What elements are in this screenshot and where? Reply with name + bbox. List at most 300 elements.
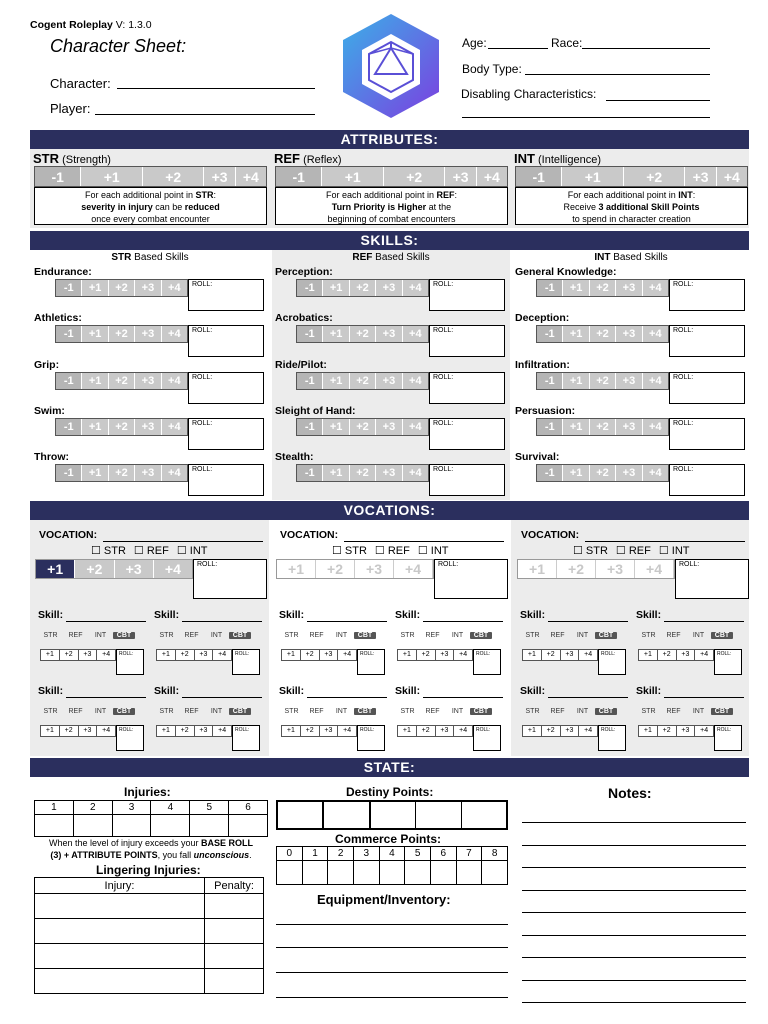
vocation-roll-box[interactable]: ROLL:: [675, 559, 749, 599]
lingering-penalty-cell[interactable]: [205, 944, 264, 969]
vocation-skill-scale-cell[interactable]: +3: [320, 726, 339, 736]
vocation-skill-scale[interactable]: [156, 725, 232, 737]
vocation-scale-cell[interactable]: +3: [596, 560, 635, 578]
vocation-skill-scale-cell[interactable]: +4: [579, 650, 597, 660]
attribute-scale-cell[interactable]: -1: [276, 167, 322, 186]
vocation-skill-attr[interactable]: CBT: [595, 632, 617, 639]
vocation-checkbox[interactable]: ☐ REF: [133, 545, 169, 557]
skill-scale-cell[interactable]: +1: [563, 373, 589, 389]
body-type-field[interactable]: [525, 74, 710, 75]
vocation-field[interactable]: [103, 541, 263, 542]
vocation-skill-attr[interactable]: INT: [335, 708, 348, 715]
skill-scale-cell[interactable]: -1: [297, 373, 323, 389]
lingering-injury-cell[interactable]: [35, 919, 205, 944]
attribute-scale-cell[interactable]: -1: [35, 167, 81, 186]
vocation-skill-attr[interactable]: STR: [159, 708, 174, 715]
attribute-scale-cell[interactable]: +3: [685, 167, 716, 186]
notes-line[interactable]: [522, 957, 746, 958]
skill-scale-cell[interactable]: +4: [403, 280, 428, 296]
vocation-skill-scale-cell[interactable]: +2: [60, 650, 79, 660]
notes-line[interactable]: [522, 890, 746, 891]
skill-scale-cell[interactable]: +3: [135, 419, 161, 435]
vocation-scale-cell[interactable]: +4: [394, 560, 433, 578]
skill-scale-cell[interactable]: -1: [56, 280, 82, 296]
skill-scale[interactable]: [55, 464, 188, 482]
vocation-skill-roll-box[interactable]: ROLL:: [598, 725, 626, 751]
vocation-skill-scale-cell[interactable]: +4: [695, 650, 713, 660]
skill-scale-cell[interactable]: +1: [563, 465, 589, 481]
skill-scale-cell[interactable]: +2: [350, 465, 376, 481]
skill-scale[interactable]: [296, 372, 429, 390]
skill-scale-cell[interactable]: +1: [82, 419, 108, 435]
vocation-skill-attr[interactable]: REF: [666, 708, 681, 715]
vocation-skill-attr[interactable]: CBT: [595, 708, 617, 715]
vocation-scale[interactable]: [517, 559, 675, 579]
vocation-skill-attr[interactable]: REF: [68, 632, 83, 639]
vocation-skill-scale-cell[interactable]: +2: [542, 726, 561, 736]
vocation-checkbox[interactable]: ☐ STR: [91, 545, 126, 557]
vocation-skill-scale-cell[interactable]: +2: [658, 726, 677, 736]
vocation-skill-attr[interactable]: INT: [451, 708, 464, 715]
skill-scale-cell[interactable]: +3: [135, 465, 161, 481]
skill-scale-cell[interactable]: +3: [135, 326, 161, 342]
skill-scale[interactable]: [536, 325, 669, 343]
skill-scale-cell[interactable]: +4: [643, 280, 668, 296]
vocation-skill-scale-cell[interactable]: +1: [157, 726, 176, 736]
equipment-line[interactable]: [276, 924, 508, 925]
destiny-box[interactable]: [371, 802, 416, 828]
vocation-skill-scale-cell[interactable]: +4: [695, 726, 713, 736]
skill-scale-cell[interactable]: -1: [537, 280, 563, 296]
vocation-skill-attr[interactable]: REF: [425, 708, 440, 715]
vocation-skill-attr[interactable]: INT: [692, 708, 705, 715]
vocation-scale-cell[interactable]: +3: [355, 560, 394, 578]
vocation-skill-scale-cell[interactable]: +2: [417, 650, 436, 660]
attribute-scale-cell[interactable]: +3: [445, 167, 476, 186]
vocation-skill-scale[interactable]: [156, 649, 232, 661]
vocation-skill-roll-box[interactable]: ROLL:: [232, 725, 260, 751]
skill-scale-cell[interactable]: +3: [135, 280, 161, 296]
player-field[interactable]: [95, 114, 315, 115]
vocation-skill-roll-box[interactable]: ROLL:: [357, 725, 385, 751]
vocation-skill-attr[interactable]: INT: [451, 632, 464, 639]
skill-scale-cell[interactable]: +1: [82, 373, 108, 389]
attribute-scale-cell[interactable]: +4: [236, 167, 266, 186]
vocation-skill-attr[interactable]: REF: [550, 708, 565, 715]
vocation-skill-scale-cell[interactable]: +3: [79, 650, 98, 660]
vocation-skill-field[interactable]: [66, 697, 146, 698]
disabling-field[interactable]: [606, 100, 710, 101]
notes-line[interactable]: [522, 980, 746, 981]
skill-scale[interactable]: [536, 279, 669, 297]
skill-scale[interactable]: [296, 464, 429, 482]
vocation-skill-attr[interactable]: STR: [284, 708, 299, 715]
attribute-scale-cell[interactable]: +3: [204, 167, 235, 186]
vocation-skill-scale-cell[interactable]: +1: [523, 726, 542, 736]
vocation-scale-cell[interactable]: +3: [115, 560, 154, 578]
vocation-skill-scale-cell[interactable]: +3: [79, 726, 98, 736]
commerce-box[interactable]: [277, 861, 303, 885]
vocation-skill-scale-cell[interactable]: +3: [436, 726, 455, 736]
skill-scale-cell[interactable]: +1: [563, 280, 589, 296]
vocation-skill-scale[interactable]: [397, 649, 473, 661]
skill-scale-cell[interactable]: -1: [56, 465, 82, 481]
skill-roll-box[interactable]: ROLL:: [429, 464, 505, 496]
vocation-skill-scale-cell[interactable]: +1: [41, 726, 60, 736]
vocation-scale-cell[interactable]: +4: [154, 560, 192, 578]
vocation-skill-attr[interactable]: STR: [43, 632, 58, 639]
vocation-skill-field[interactable]: [548, 697, 628, 698]
vocation-skill-scale-cell[interactable]: +2: [658, 650, 677, 660]
vocation-skill-scale-cell[interactable]: +1: [282, 650, 301, 660]
skill-roll-box[interactable]: ROLL:: [669, 372, 745, 404]
skill-scale-cell[interactable]: -1: [56, 419, 82, 435]
vocation-skill-scale-cell[interactable]: +4: [454, 726, 472, 736]
skill-scale[interactable]: [296, 325, 429, 343]
skill-scale-cell[interactable]: -1: [297, 326, 323, 342]
commerce-box[interactable]: [302, 861, 328, 885]
skill-scale-cell[interactable]: +2: [590, 326, 616, 342]
attribute-scale-cell[interactable]: +4: [717, 167, 747, 186]
vocation-skill-attr[interactable]: REF: [425, 632, 440, 639]
skill-scale-cell[interactable]: +1: [82, 280, 108, 296]
attribute-scale-cell[interactable]: +4: [477, 167, 507, 186]
skill-scale-cell[interactable]: +2: [109, 465, 135, 481]
skill-scale-cell[interactable]: +3: [135, 373, 161, 389]
vocation-skill-attr[interactable]: REF: [550, 632, 565, 639]
vocation-skill-attr[interactable]: STR: [641, 708, 656, 715]
vocation-skill-field[interactable]: [423, 697, 503, 698]
skill-scale-cell[interactable]: +3: [616, 280, 642, 296]
skill-scale-cell[interactable]: +4: [643, 326, 668, 342]
skill-scale[interactable]: [296, 418, 429, 436]
skill-scale-cell[interactable]: +1: [323, 373, 349, 389]
vocation-skill-roll-box[interactable]: ROLL:: [473, 649, 501, 675]
vocation-skill-scale-cell[interactable]: +3: [677, 650, 696, 660]
vocation-skill-scale-cell[interactable]: +3: [561, 726, 580, 736]
vocation-skill-roll-box[interactable]: ROLL:: [357, 649, 385, 675]
vocation-skill-scale[interactable]: [40, 725, 116, 737]
skill-scale[interactable]: [536, 464, 669, 482]
vocation-skill-field[interactable]: [307, 697, 387, 698]
attribute-scale-cell[interactable]: +1: [562, 167, 624, 186]
skill-scale-cell[interactable]: +3: [616, 419, 642, 435]
skill-scale-cell[interactable]: -1: [537, 326, 563, 342]
vocation-skill-field[interactable]: [307, 621, 387, 622]
injury-box[interactable]: [151, 815, 190, 837]
vocation-scale-cell[interactable]: +1: [518, 560, 557, 578]
attribute-scale[interactable]: [34, 166, 267, 187]
skill-scale-cell[interactable]: +2: [590, 280, 616, 296]
vocation-skill-scale-cell[interactable]: +4: [338, 726, 356, 736]
vocation-skill-roll-box[interactable]: ROLL:: [598, 649, 626, 675]
vocation-scale-cell[interactable]: +2: [316, 560, 355, 578]
vocation-skill-scale-cell[interactable]: +4: [579, 726, 597, 736]
vocation-skill-attr[interactable]: REF: [68, 708, 83, 715]
skill-scale-cell[interactable]: +3: [376, 373, 402, 389]
skill-scale[interactable]: [55, 279, 188, 297]
skill-scale[interactable]: [55, 372, 188, 390]
race-field[interactable]: [582, 48, 710, 49]
skill-scale-cell[interactable]: -1: [537, 419, 563, 435]
vocation-skill-scale-cell[interactable]: +4: [97, 650, 115, 660]
skill-roll-box[interactable]: ROLL:: [429, 279, 505, 311]
vocation-skill-attr[interactable]: STR: [400, 708, 415, 715]
skill-scale-cell[interactable]: +3: [376, 280, 402, 296]
vocation-skill-attr[interactable]: CBT: [229, 632, 251, 639]
skill-roll-box[interactable]: ROLL:: [669, 279, 745, 311]
vocation-skill-attr[interactable]: INT: [692, 632, 705, 639]
vocation-skill-attr[interactable]: REF: [184, 632, 199, 639]
vocation-scale[interactable]: [35, 559, 193, 579]
skill-roll-box[interactable]: ROLL:: [669, 325, 745, 357]
vocation-skill-attr[interactable]: STR: [525, 708, 540, 715]
skill-scale-cell[interactable]: -1: [537, 373, 563, 389]
skill-scale-cell[interactable]: +4: [162, 280, 187, 296]
checkbox-icon[interactable]: ☐: [133, 545, 147, 557]
vocation-skill-scale-cell[interactable]: +2: [176, 650, 195, 660]
vocation-skill-attr[interactable]: STR: [641, 632, 656, 639]
vocation-skill-scale[interactable]: [281, 649, 357, 661]
skill-scale-cell[interactable]: -1: [297, 465, 323, 481]
skill-roll-box[interactable]: ROLL:: [429, 418, 505, 450]
skill-roll-box[interactable]: ROLL:: [669, 464, 745, 496]
vocation-skill-attr[interactable]: INT: [94, 632, 107, 639]
destiny-box[interactable]: [462, 802, 506, 828]
skill-scale-cell[interactable]: +4: [643, 465, 668, 481]
vocation-skill-roll-box[interactable]: ROLL:: [232, 649, 260, 675]
vocation-skill-scale-cell[interactable]: +2: [301, 650, 320, 660]
vocation-skill-scale-cell[interactable]: +2: [176, 726, 195, 736]
vocation-skill-scale-cell[interactable]: +1: [639, 726, 658, 736]
vocation-checkbox[interactable]: ☐ INT: [417, 545, 449, 557]
injury-box[interactable]: [190, 815, 229, 837]
vocation-skill-attr[interactable]: STR: [43, 708, 58, 715]
skill-scale-cell[interactable]: +2: [109, 280, 135, 296]
vocation-skill-attr[interactable]: CBT: [113, 632, 135, 639]
notes-line[interactable]: [522, 935, 746, 936]
checkbox-icon[interactable]: ☐: [332, 545, 345, 557]
vocation-skill-scale[interactable]: [638, 725, 714, 737]
vocation-field[interactable]: [344, 541, 504, 542]
injury-box[interactable]: [112, 815, 151, 837]
vocation-skill-attr[interactable]: STR: [284, 632, 299, 639]
skill-scale[interactable]: [296, 279, 429, 297]
vocation-skill-field[interactable]: [423, 621, 503, 622]
injury-box[interactable]: [73, 815, 112, 837]
vocation-skill-roll-box[interactable]: ROLL:: [116, 725, 144, 751]
destiny-box[interactable]: [278, 802, 324, 828]
skill-scale-cell[interactable]: +2: [350, 280, 376, 296]
vocation-skill-scale[interactable]: [281, 725, 357, 737]
injury-box[interactable]: [35, 815, 74, 837]
vocation-skill-roll-box[interactable]: ROLL:: [116, 649, 144, 675]
checkbox-icon[interactable]: ☐: [658, 545, 672, 557]
vocation-skill-scale[interactable]: [522, 725, 598, 737]
character-field[interactable]: [117, 88, 315, 89]
skill-scale-cell[interactable]: +1: [82, 465, 108, 481]
vocation-scale-cell[interactable]: +1: [36, 560, 75, 578]
notes-line[interactable]: [522, 845, 746, 846]
vocation-skill-roll-box[interactable]: ROLL:: [714, 725, 742, 751]
vocation-checkbox[interactable]: ☐ REF: [374, 545, 410, 557]
commerce-box[interactable]: [328, 861, 354, 885]
vocation-skill-attr[interactable]: STR: [525, 632, 540, 639]
checkbox-icon[interactable]: ☐: [374, 545, 388, 557]
skill-roll-box[interactable]: ROLL:: [429, 325, 505, 357]
vocation-skill-attr[interactable]: REF: [666, 632, 681, 639]
vocation-skill-scale-cell[interactable]: +1: [639, 650, 658, 660]
commerce-box[interactable]: [430, 861, 456, 885]
vocation-skill-attr[interactable]: STR: [400, 632, 415, 639]
vocation-skill-roll-box[interactable]: ROLL:: [714, 649, 742, 675]
vocation-skill-attr[interactable]: INT: [210, 632, 223, 639]
lingering-injury-cell[interactable]: [35, 944, 205, 969]
skill-scale-cell[interactable]: +1: [323, 326, 349, 342]
skill-scale-cell[interactable]: +3: [616, 373, 642, 389]
vocation-skill-scale-cell[interactable]: +3: [320, 650, 339, 660]
vocation-skill-field[interactable]: [182, 621, 262, 622]
vocation-checkbox[interactable]: ☐ STR: [573, 545, 608, 557]
skill-scale-cell[interactable]: +4: [162, 465, 187, 481]
vocation-skill-scale-cell[interactable]: +4: [213, 650, 231, 660]
checkbox-icon[interactable]: ☐: [417, 545, 431, 557]
lingering-penalty-cell[interactable]: [205, 894, 264, 919]
vocation-skill-scale-cell[interactable]: +2: [417, 726, 436, 736]
vocation-skill-attr[interactable]: STR: [159, 632, 174, 639]
skill-roll-box[interactable]: ROLL:: [669, 418, 745, 450]
vocation-skill-attr[interactable]: INT: [335, 632, 348, 639]
vocation-skill-attr[interactable]: REF: [309, 632, 324, 639]
vocation-skill-field[interactable]: [182, 697, 262, 698]
vocation-skill-scale-cell[interactable]: +1: [523, 650, 542, 660]
destiny-box[interactable]: [324, 802, 370, 828]
vocation-field[interactable]: [585, 541, 745, 542]
skill-scale-cell[interactable]: -1: [297, 419, 323, 435]
attribute-scale-cell[interactable]: +2: [143, 167, 205, 186]
attribute-scale[interactable]: [275, 166, 508, 187]
vocation-skill-field[interactable]: [664, 697, 744, 698]
skill-scale-cell[interactable]: +2: [109, 373, 135, 389]
attribute-scale[interactable]: [515, 166, 748, 187]
skill-scale-cell[interactable]: +2: [350, 326, 376, 342]
vocation-skill-attr[interactable]: CBT: [470, 708, 492, 715]
vocation-skill-field[interactable]: [548, 621, 628, 622]
lingering-injury-cell[interactable]: [35, 969, 205, 994]
vocation-skill-scale-cell[interactable]: +1: [41, 650, 60, 660]
vocation-skill-attr[interactable]: CBT: [711, 708, 733, 715]
vocation-skill-scale-cell[interactable]: +3: [195, 650, 214, 660]
skill-scale-cell[interactable]: +2: [590, 419, 616, 435]
vocation-skill-scale[interactable]: [40, 649, 116, 661]
skill-scale-cell[interactable]: +3: [616, 326, 642, 342]
skill-scale-cell[interactable]: +1: [323, 280, 349, 296]
vocation-scale[interactable]: [276, 559, 434, 579]
vocation-skill-attr[interactable]: REF: [309, 708, 324, 715]
vocation-skill-attr[interactable]: CBT: [470, 632, 492, 639]
vocation-skill-scale-cell[interactable]: +2: [542, 650, 561, 660]
attribute-scale-cell[interactable]: +1: [81, 167, 143, 186]
attribute-scale-cell[interactable]: +1: [322, 167, 384, 186]
vocation-skill-attr[interactable]: CBT: [229, 708, 251, 715]
commerce-box[interactable]: [353, 861, 379, 885]
commerce-box[interactable]: [379, 861, 405, 885]
skill-scale-cell[interactable]: +2: [590, 465, 616, 481]
skill-scale-cell[interactable]: +1: [563, 419, 589, 435]
checkbox-icon[interactable]: ☐: [615, 545, 629, 557]
vocation-skill-scale-cell[interactable]: +2: [301, 726, 320, 736]
skill-roll-box[interactable]: ROLL:: [188, 279, 264, 311]
vocation-skill-scale[interactable]: [397, 725, 473, 737]
skill-scale-cell[interactable]: +3: [376, 465, 402, 481]
lingering-injury-cell[interactable]: [35, 894, 205, 919]
equipment-line[interactable]: [276, 972, 508, 973]
skill-scale-cell[interactable]: +4: [162, 373, 187, 389]
skill-scale-cell[interactable]: +2: [590, 373, 616, 389]
vocation-checkbox[interactable]: ☐ INT: [176, 545, 208, 557]
vocation-skill-scale-cell[interactable]: +4: [97, 726, 115, 736]
equipment-line[interactable]: [276, 947, 508, 948]
skill-scale-cell[interactable]: -1: [56, 326, 82, 342]
vocation-scale-cell[interactable]: +2: [75, 560, 114, 578]
skill-scale-cell[interactable]: +2: [109, 326, 135, 342]
vocation-skill-scale-cell[interactable]: +1: [398, 726, 417, 736]
skill-roll-box[interactable]: ROLL:: [188, 325, 264, 357]
vocation-skill-scale-cell[interactable]: +4: [338, 650, 356, 660]
vocation-skill-attr[interactable]: CBT: [113, 708, 135, 715]
skill-roll-box[interactable]: ROLL:: [188, 372, 264, 404]
age-field[interactable]: [488, 48, 548, 49]
equipment-line[interactable]: [276, 997, 508, 998]
commerce-box[interactable]: [482, 861, 508, 885]
vocation-skill-attr[interactable]: INT: [94, 708, 107, 715]
vocation-skill-scale[interactable]: [522, 649, 598, 661]
skill-scale-cell[interactable]: +2: [109, 419, 135, 435]
vocation-skill-attr[interactable]: CBT: [354, 632, 376, 639]
skill-scale-cell[interactable]: +4: [643, 419, 668, 435]
vocation-skill-attr[interactable]: INT: [576, 708, 589, 715]
destiny-box[interactable]: [416, 802, 461, 828]
commerce-box[interactable]: [405, 861, 431, 885]
skill-scale-cell[interactable]: +3: [376, 419, 402, 435]
lingering-penalty-cell[interactable]: [205, 919, 264, 944]
vocation-skill-attr[interactable]: INT: [210, 708, 223, 715]
skill-scale-cell[interactable]: -1: [537, 465, 563, 481]
skill-scale-cell[interactable]: +1: [82, 326, 108, 342]
skill-scale-cell[interactable]: +4: [403, 373, 428, 389]
vocation-skill-scale-cell[interactable]: +3: [561, 650, 580, 660]
vocation-skill-scale-cell[interactable]: +3: [436, 650, 455, 660]
notes-line[interactable]: [522, 1002, 746, 1003]
vocation-skill-roll-box[interactable]: ROLL:: [473, 725, 501, 751]
lingering-penalty-cell[interactable]: [205, 969, 264, 994]
skill-scale-cell[interactable]: +4: [403, 326, 428, 342]
skill-scale-cell[interactable]: +3: [376, 326, 402, 342]
skill-scale-cell[interactable]: +4: [162, 419, 187, 435]
notes-line[interactable]: [522, 912, 746, 913]
skill-scale[interactable]: [55, 418, 188, 436]
vocation-skill-scale-cell[interactable]: +3: [677, 726, 696, 736]
vocation-skill-scale-cell[interactable]: +2: [60, 726, 79, 736]
skill-scale-cell[interactable]: +1: [323, 419, 349, 435]
skill-scale-cell[interactable]: -1: [297, 280, 323, 296]
skill-scale[interactable]: [536, 418, 669, 436]
vocation-skill-scale-cell[interactable]: +3: [195, 726, 214, 736]
vocation-roll-box[interactable]: ROLL:: [434, 559, 508, 599]
checkbox-icon[interactable]: ☐: [176, 545, 190, 557]
vocation-roll-box[interactable]: ROLL:: [193, 559, 267, 599]
attribute-scale-cell[interactable]: +2: [624, 167, 686, 186]
